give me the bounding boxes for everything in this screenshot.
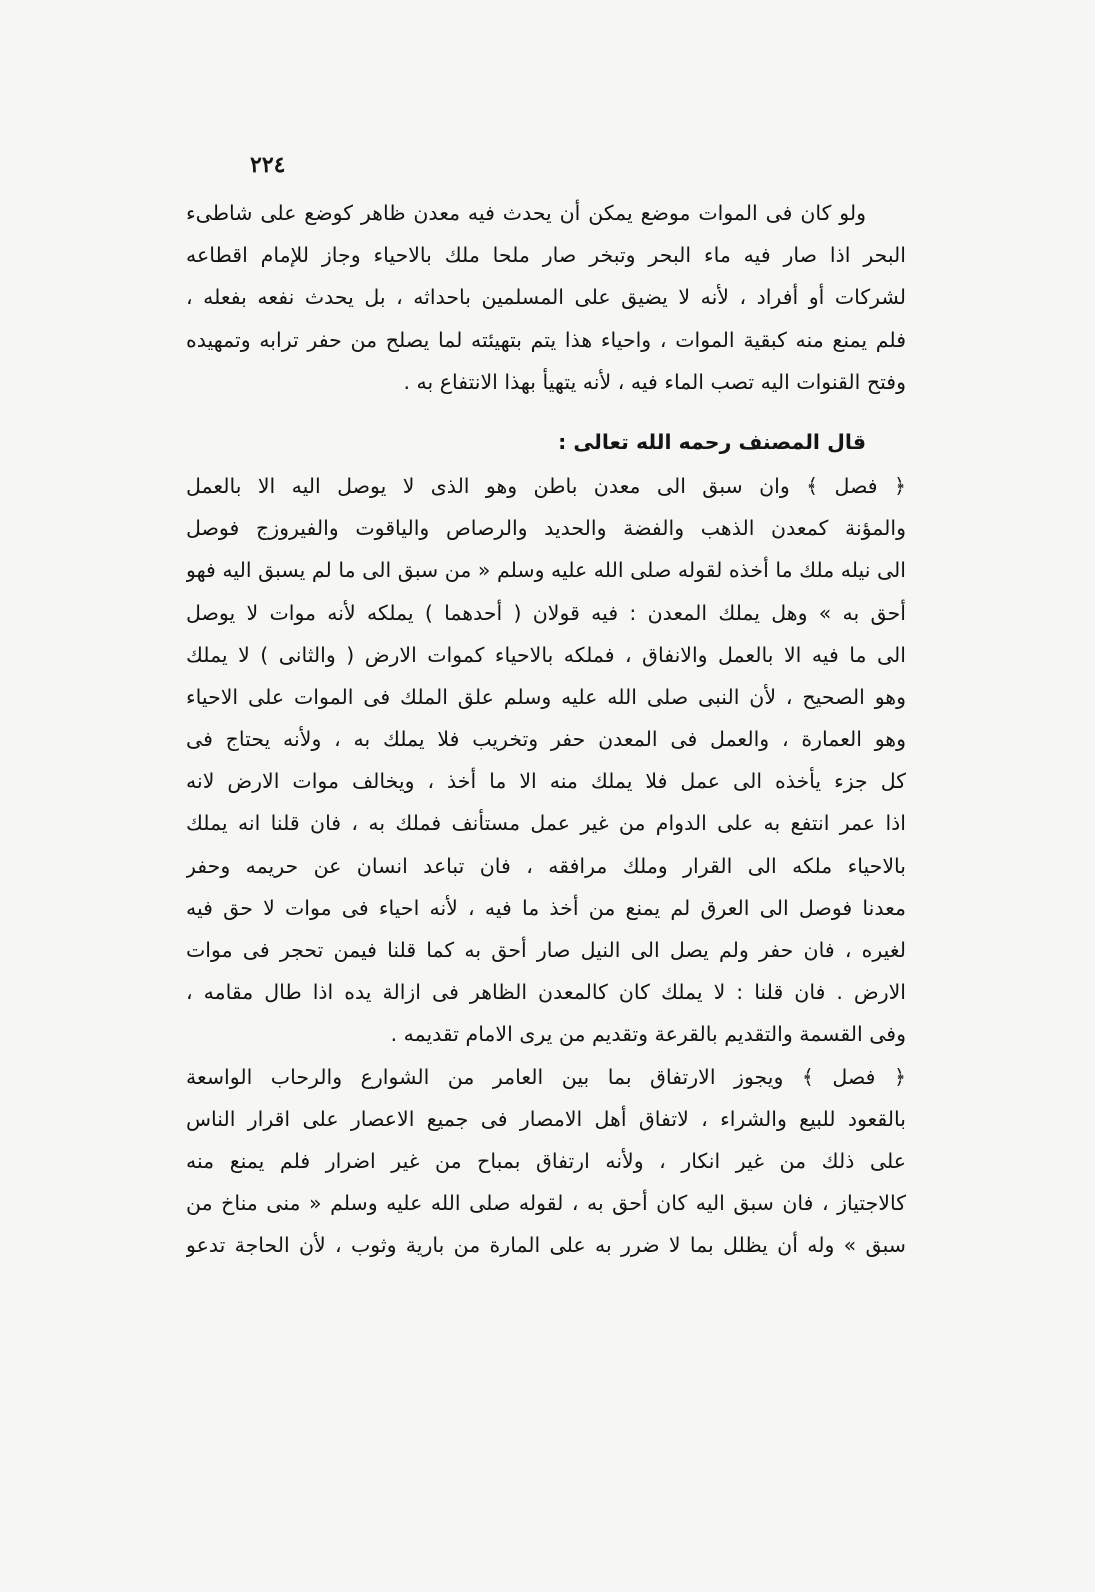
text-line: ﴿ فصل ﴾ ويجوز الارتفاق بما بين العامر من الشوارع والرحاب الواسعة (186, 1064, 906, 1089)
text-line: ولو كان فى الموات موضع يمكن أن يحدث فيه معدن ظاهر كوضع على شاطىء (186, 201, 866, 225)
text-line: سبق » وله أن يظلل بما لا ضرر به على المارة من بارية وثوب ، لأن الحاجة تدعو (186, 1233, 906, 1258)
text-line: وهو الصحيح ، لأن النبى صلى الله عليه وسلم علق الملك فى الموات على الاحياء (186, 684, 906, 709)
text-line: معدنا فوصل الى العرق لم يمنع من أخذ ما فيه ، لأنه احياء فى موات لا حق فيه (186, 895, 906, 920)
section-heading: قال المصنف رحمه الله تعالى : (558, 429, 866, 454)
text-line: لشركات أو أفراد ، لأنه لا يضيق على المسلمين باحداثه ، بل يحدث نفعه بفعله ، (186, 285, 906, 310)
text-line: بالقعود للبيع والشراء ، لاتفاق أهل الامصار فى جميع الاعصار على اقرار الناس (186, 1106, 906, 1131)
text-line: البحر اذا صار فيه ماء البحر وتبخر صار ملحا ملك بالاحياء وجاز للإمام اقطاعه (186, 243, 906, 268)
text-line: على ذلك من غير انكار ، ولأنه ارتفاق بمباح من غير اضرار فلم يمنع منه (186, 1148, 906, 1173)
text-line: ﴿ فصل ﴾ وان سبق الى معدن باطن وهو الذى لا يوصل اليه الا بالعمل (186, 473, 906, 498)
text-line: كل جزء يأخذه الى عمل فلا يملك منه الا ما أخذ ، ويخالف موات الارض لانه (186, 769, 906, 794)
text-line: وفتح القنوات اليه تصب الماء فيه ، لأنه يتهيأ بهذا الانتفاع به . (403, 369, 906, 394)
text-line: والمؤنة كمعدن الذهب والفضة والحديد والرصاص والياقوت والفيروزج فوصل (186, 516, 906, 541)
paragraph-2 (186, 465, 906, 1056)
text-line: الى نيله ملك ما أخذه لقوله صلى الله عليه وسلم « من سبق الى ما لم يسبق اليه فهو (186, 558, 906, 583)
text-line: وهو العمارة ، والعمل فى المعدن حفر وتخريب فلا يملك به ، ولأنه يحتاج فى (186, 727, 906, 752)
paragraph-3 (186, 1056, 906, 1267)
text-line: فلم يمنع منه كبقية الموات ، واحياء هذا يتم بتهيئته لما يصلح من حفر ترابه وتمهيده (186, 327, 906, 352)
page-text (186, 192, 906, 1267)
text-line: اذا عمر انتفع به على الدوام من غير عمل مستأنف فملك به ، فان قلنا انه يملك (186, 811, 906, 836)
text-line: لغيره ، فان حفر ولم يصل الى النيل صار أحق به كما قلنا فيمن تحجر فى موات (186, 938, 906, 962)
text-line: بالاحياء ملكه الى القرار وملك مرافقه ، فان تباعد انسان عن حريمه وحفر (186, 853, 906, 878)
text-line: الارض . فان قلنا : لا يملك كان كالمعدن الظاهر فى ازالة يده اذا طال مقامه ، (186, 980, 906, 1005)
text-line: كالاجتياز ، فان سبق اليه كان أحق به ، لقوله صلى الله عليه وسلم « منى مناخ من (186, 1191, 906, 1216)
text-line: الى ما فيه الا بالعمل والانفاق ، فملكه بالاحياء كموات الارض ( والثانى ) لا يملك (186, 642, 906, 667)
paragraph-1 (186, 192, 906, 403)
text-line: وفى القسمة والتقديم بالقرعة وتقديم من يرى الامام تقديمه . (390, 1022, 906, 1047)
text-line: أحق به » وهل يملك المعدن : فيه قولان ( أحدهما ) يملكه لأنه موات لا يوصل (186, 600, 906, 625)
page-number: ٢٢٤ (250, 152, 286, 178)
